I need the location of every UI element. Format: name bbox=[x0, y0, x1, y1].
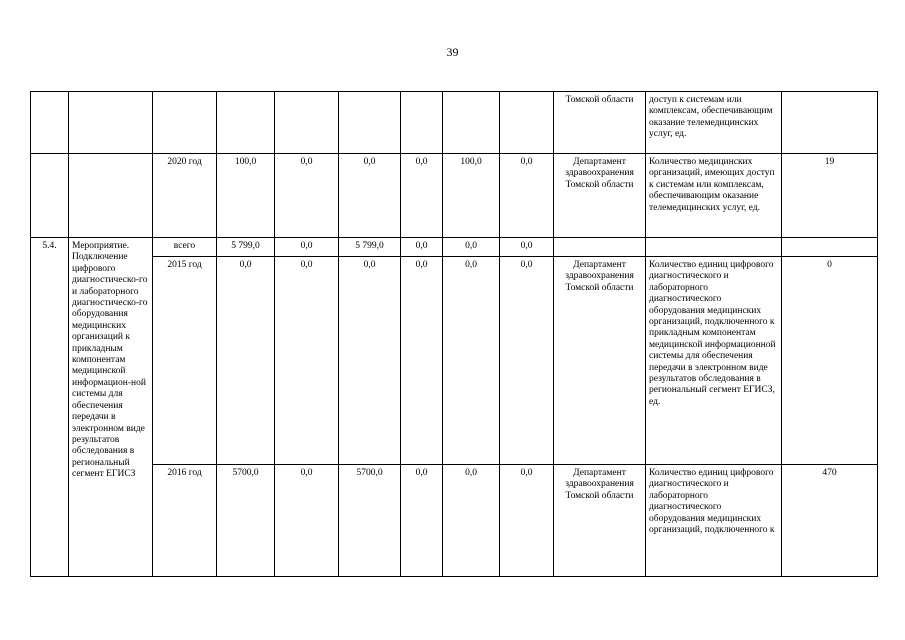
table-row bbox=[31, 154, 878, 238]
value-cell: 0,0 bbox=[443, 257, 500, 465]
value-cell: 0,0 bbox=[217, 257, 275, 465]
value-cell: 0,0 bbox=[500, 154, 554, 238]
value-cell bbox=[275, 92, 339, 154]
item-name-cell bbox=[69, 92, 153, 154]
executor-cell bbox=[554, 238, 646, 257]
table-row bbox=[31, 92, 878, 154]
value-cell: 0,0 bbox=[443, 238, 500, 257]
executor-cell: Департамент здравоохранения Томской области bbox=[554, 465, 646, 577]
executor-cell: Департамент здравоохранения Томской области bbox=[554, 154, 646, 238]
value-cell: 0,0 bbox=[275, 465, 339, 577]
table-row bbox=[31, 465, 878, 577]
value-cell bbox=[401, 92, 443, 154]
executor-cell: Департамент здравоохранения Томской области bbox=[554, 257, 646, 465]
table-row bbox=[31, 257, 878, 465]
target-cell: 470 bbox=[782, 465, 878, 577]
value-cell: 5 799,0 bbox=[217, 238, 275, 257]
page-number: 39 bbox=[446, 45, 459, 59]
indicator-cell: Количество медицинских организаций, имеющих доступ к системам или комплексам, обеспечивающим оказание телемедицинских услуг, ед. bbox=[646, 154, 782, 238]
value-cell: 0,0 bbox=[500, 238, 554, 257]
value-cell: 0,0 bbox=[401, 154, 443, 238]
executor-cell: Томской области bbox=[554, 92, 646, 154]
value-cell: 0,0 bbox=[443, 465, 500, 577]
year-cell: 2020 год bbox=[153, 154, 217, 238]
value-cell: 0,0 bbox=[339, 154, 401, 238]
target-cell bbox=[782, 92, 878, 154]
value-cell: 0,0 bbox=[401, 238, 443, 257]
value-cell bbox=[500, 92, 554, 154]
indicator-cell: Количество единиц цифрового диагностического и лабораторного диагностического оборудования медицинских организаций, подключенного к bbox=[646, 465, 782, 577]
value-cell: 5700,0 bbox=[217, 465, 275, 577]
target-cell: 0 bbox=[782, 257, 878, 465]
value-cell bbox=[339, 92, 401, 154]
year-cell bbox=[153, 92, 217, 154]
value-cell: 5 799,0 bbox=[339, 238, 401, 257]
value-cell bbox=[443, 92, 500, 154]
indicator-cell: Количество единиц цифрового диагностического и лабораторного диагностического оборудования медицинских организаций, подключенного к прикладным компонентам медицинской информационной системы для обеспечения передачи в электронном виде результатов обследования в региональный сегмент ЕГИСЗ, ед. bbox=[646, 257, 782, 465]
value-cell: 100,0 bbox=[443, 154, 500, 238]
value-cell: 0,0 bbox=[275, 257, 339, 465]
value-cell: 5700,0 bbox=[339, 465, 401, 577]
indicator-cell bbox=[646, 238, 782, 257]
value-cell: 0,0 bbox=[401, 465, 443, 577]
item-name-cell: Мероприятие. Подключение цифрового диагностическо-го и лабораторного диагностическо-го оборудования медицинских организаций к прикладным компонентам медицинской информацион-ной системы для обеспечения передачи в электронном виде результатов обследования в региональный сегмент ЕГИСЗ bbox=[69, 238, 153, 577]
value-cell: 0,0 bbox=[275, 238, 339, 257]
target-cell: 19 bbox=[782, 154, 878, 238]
value-cell: 100,0 bbox=[217, 154, 275, 238]
item-name-cell bbox=[69, 154, 153, 238]
year-cell: 2015 год bbox=[153, 257, 217, 465]
year-cell: всего bbox=[153, 238, 217, 257]
value-cell bbox=[217, 92, 275, 154]
item-number-cell bbox=[31, 92, 69, 154]
value-cell: 0,0 bbox=[500, 257, 554, 465]
item-number-cell: 5.4. bbox=[31, 238, 69, 577]
year-cell: 2016 год bbox=[153, 465, 217, 577]
value-cell: 0,0 bbox=[339, 257, 401, 465]
program-table bbox=[30, 91, 878, 577]
table-row bbox=[31, 238, 878, 257]
target-cell bbox=[782, 238, 878, 257]
value-cell: 0,0 bbox=[500, 465, 554, 577]
item-number-cell bbox=[31, 154, 69, 238]
value-cell: 0,0 bbox=[275, 154, 339, 238]
indicator-cell: доступ к системам или комплексам, обеспечивающим оказание телемедицинских услуг, ед. bbox=[646, 92, 782, 154]
value-cell: 0,0 bbox=[401, 257, 443, 465]
